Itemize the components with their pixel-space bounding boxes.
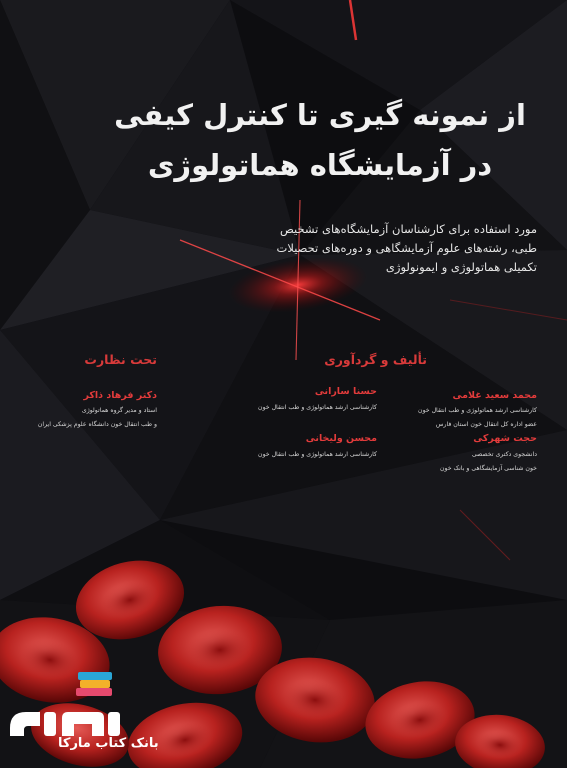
marka-logo-letters bbox=[10, 712, 120, 736]
logo-text: بانک کتاب مارکا bbox=[58, 736, 159, 751]
author-role: دانشجوی دکتری تخصصی bbox=[471, 451, 537, 458]
description bbox=[207, 220, 537, 277]
author-role: خون شناسی آزمایشگاهی و بانک خون bbox=[440, 465, 537, 472]
supervisor-role-line2: و طب انتقال خون دانشگاه علوم پزشکی ایران bbox=[37, 421, 157, 428]
author-name: حسنا سارانی bbox=[314, 386, 377, 397]
author-name: حجت شهرکی bbox=[473, 433, 537, 444]
author-role: کارشناسی ارشد هماتولوژی و طب انتقال خون bbox=[258, 404, 377, 411]
author-role: عضو اداره کل انتقال خون استان فارس bbox=[435, 421, 537, 428]
supervisor-role-line1: استاد و مدیر گروه هماتولوژی bbox=[81, 407, 157, 414]
supervision-heading: تحت نظارت bbox=[84, 352, 157, 367]
description-line1: مورد استفاده برای کارشناسان آزمایشگاه‌های تشخیص bbox=[279, 222, 537, 236]
book-title-line2: در آزمایشگاه هماتولوژی bbox=[147, 148, 493, 182]
author-name: محسن ولیخانی bbox=[305, 433, 377, 444]
description-line3: تکمیلی هماتولوژی و ایمونولوژی bbox=[385, 260, 537, 274]
author-role: کارشناسی ارشد هماتولوژی و طب انتقال خون bbox=[418, 407, 537, 414]
description-line2: طبی، رشته‌های علوم آزمایشگاهی و دوره‌های تحصیلات bbox=[276, 241, 537, 255]
book-title-line1: از نمونه گیری تا کنترل کیفی bbox=[114, 98, 526, 132]
author-name: محمد سعید غلامی bbox=[452, 390, 537, 401]
supervisor-name: دکتر فرهاد ذاکر bbox=[83, 390, 157, 401]
book-stack-icon bbox=[76, 672, 112, 696]
authors-heading: تألیف و گردآوری bbox=[324, 352, 427, 367]
author-role: کارشناسی ارشد هماتولوژی و طب انتقال خون bbox=[258, 451, 377, 458]
